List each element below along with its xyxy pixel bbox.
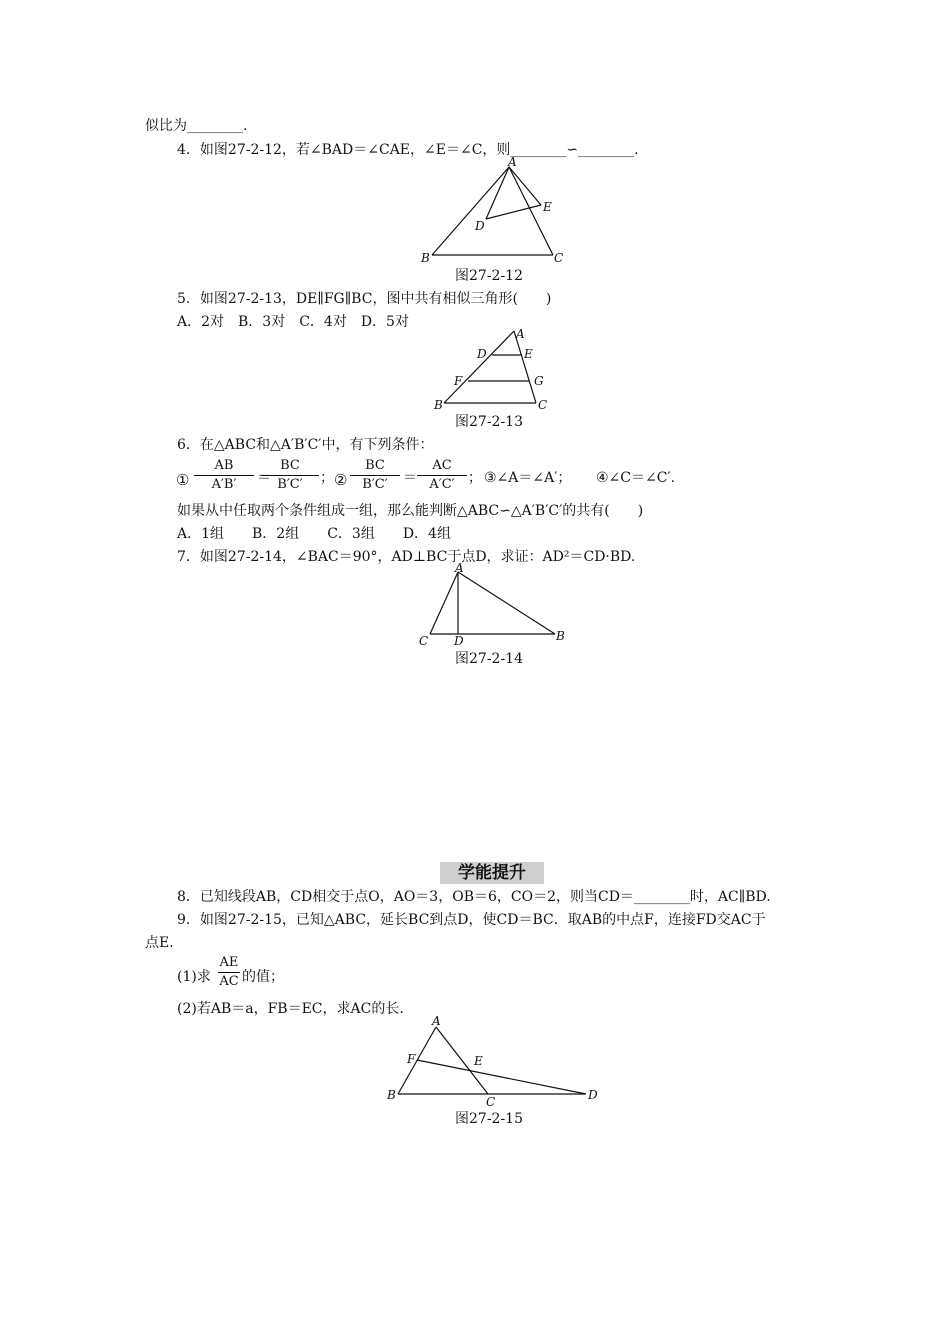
figure-27-2-15	[382, 1013, 602, 1107]
point-label: B	[387, 1088, 396, 1102]
point-label: F	[407, 1052, 416, 1066]
continued-text: 似比为________.	[145, 118, 248, 134]
figure-caption: 图27-2-13	[455, 414, 523, 430]
point-label: C	[538, 398, 548, 412]
figure-caption: 图27-2-15	[455, 1111, 523, 1127]
question-8: 8．已知线段AB，CD相交于点O，AO＝3，OB＝6，CO＝2，则当CD＝________时，AC∥BD.	[177, 889, 771, 905]
condition-2-marker: ②	[334, 471, 348, 489]
figure-27-2-12	[415, 157, 575, 265]
point-label: A	[516, 327, 525, 341]
point-label: D	[477, 347, 487, 361]
point-label: C	[486, 1095, 496, 1107]
question-7: 7．如图27-2-14，∠BAC＝90°，AD⊥BC于点D，求证：AD²＝CD·BD.	[177, 549, 636, 565]
point-label: E	[524, 347, 533, 361]
question-9: 9．如图27-2-15，已知△ABC，延长BC到点D，使CD＝BC．取AB的中点F，连接FD交AC于	[177, 912, 766, 928]
fraction: BC B′C′	[261, 457, 319, 494]
figure-caption: 图27-2-12	[455, 268, 523, 284]
fraction: AC A′C′	[417, 457, 467, 494]
fraction: AB A′B′	[194, 457, 254, 494]
figure-caption: 图27-2-14	[455, 651, 523, 667]
separator: ；	[468, 470, 482, 486]
fraction: AE AC	[219, 955, 239, 989]
question-4: 4．如图27-2-12，若∠BAD＝∠CAE，∠E＝∠C，则________∽________.	[177, 142, 639, 158]
question-6-options: A．1组 B．2组 C．3组 D．4组	[177, 526, 451, 542]
point-label: B	[421, 251, 430, 265]
question-6: 6．在△ABC和△A′B′C′中，有下列条件：	[177, 437, 434, 453]
point-label: E	[474, 1054, 483, 1068]
point-label: B	[434, 398, 443, 412]
part-1-prefix: (1)求	[177, 969, 211, 985]
condition-4: ④∠C＝∠C′.	[596, 470, 676, 486]
point-label: A	[432, 1014, 441, 1028]
part-1-suffix: 的值；	[242, 969, 284, 985]
question-5: 5．如图27-2-13，DE∥FG∥BC，图中共有相似三角形( )	[177, 291, 552, 307]
point-label: E	[543, 200, 552, 214]
figure-27-2-14	[413, 562, 573, 648]
separator: ；	[320, 470, 334, 486]
section-title: 学能提升	[440, 862, 544, 884]
figure-27-2-13	[428, 327, 558, 413]
fraction: BC B′C′	[350, 457, 400, 494]
condition-1-marker: ①	[176, 471, 190, 489]
point-label: A	[508, 157, 517, 169]
point-label: D	[475, 219, 485, 233]
point-label: A	[455, 562, 464, 575]
question-5-options: A．2对 B．3对 C．4对 D．5对	[177, 314, 409, 330]
equals-sign: ＝	[403, 470, 417, 486]
condition-3: ③∠A＝∠A′；	[484, 470, 572, 486]
point-label: B	[556, 629, 565, 643]
point-label: G	[534, 374, 544, 388]
point-label: C	[554, 251, 564, 265]
point-label: D	[588, 1088, 598, 1102]
point-label: C	[419, 634, 429, 648]
part-2: (2)若AB＝a，FB＝EC，求AC的长.	[177, 1001, 404, 1017]
question-6-text: 如果从中任取两个条件组成一组，那么能判断△ABC∽△A′B′C′的共有( )	[177, 503, 644, 519]
point-label: D	[454, 634, 464, 648]
equals-sign: ＝	[257, 470, 271, 486]
question-9-cont: 点E.	[145, 935, 174, 951]
point-label: F	[454, 374, 463, 388]
